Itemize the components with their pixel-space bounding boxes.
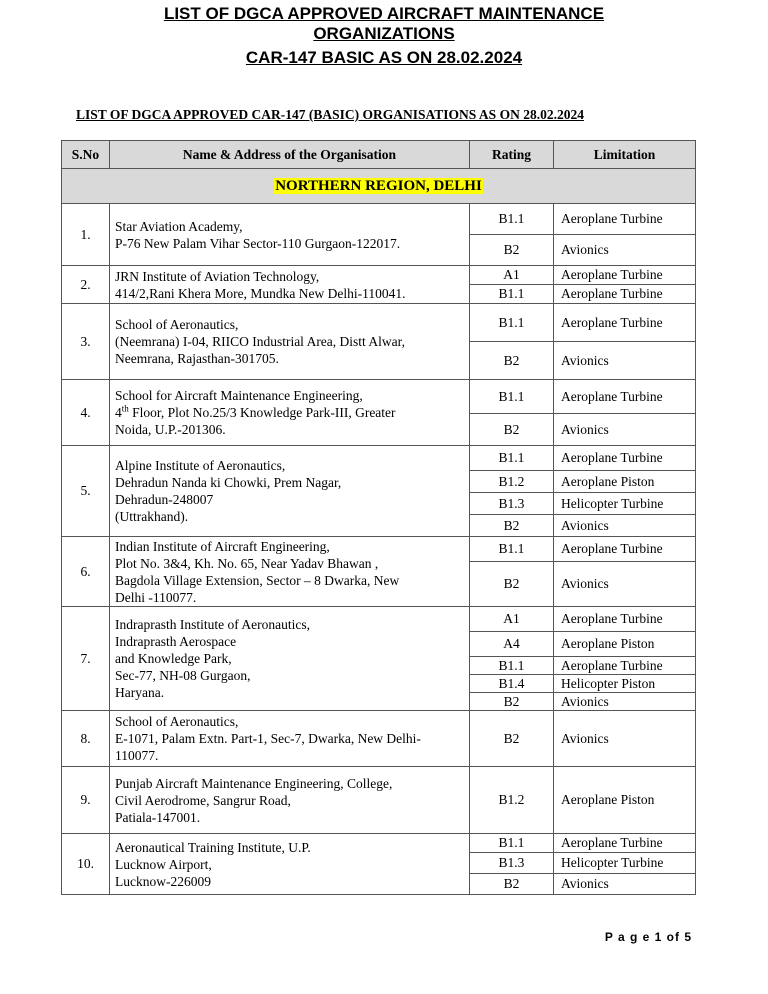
rating-cell: B2 (470, 693, 554, 711)
limitation-cell: Aeroplane Turbine (554, 304, 696, 342)
serial-number: 2. (62, 266, 110, 304)
serial-number: 8. (62, 711, 110, 767)
organisation-address: Indraprasth Institute of Aeronautics, Indraprasth Aerospace and Knowledge Park, Sec-77, NH-08 Gurgaon, Haryana. (110, 607, 470, 711)
rating-cell: A4 (470, 632, 554, 657)
address-part: School for Aircraft Maintenance Engineering, 4 (115, 388, 363, 420)
limitation-cell: Aeroplane Piston (554, 632, 696, 657)
organisation-address: Aeronautical Training Institute, U.P. Lucknow Airport, Lucknow-226009 (110, 834, 470, 895)
limitation-cell: Aeroplane Turbine (554, 834, 696, 853)
rating-cell: B2 (470, 515, 554, 537)
table-row (62, 834, 696, 853)
serial-number: 1. (62, 204, 110, 266)
serial-number: 6. (62, 537, 110, 607)
limitation-cell: Avionics (554, 342, 696, 380)
limitation-cell: Helicopter Turbine (554, 493, 696, 515)
limitation-cell: Helicopter Piston (554, 675, 696, 693)
rating-cell: B2 (470, 235, 554, 266)
serial-number: 10. (62, 834, 110, 895)
rating-cell: B2 (470, 414, 554, 446)
rating-cell: B1.1 (470, 204, 554, 235)
page-number: P a g e 1 of 5 (604, 930, 692, 944)
rating-cell: B1.1 (470, 446, 554, 471)
col-header-sno: S.No (62, 141, 110, 169)
rating-cell: B1.3 (470, 853, 554, 874)
limitation-cell: Aeroplane Turbine (554, 380, 696, 414)
limitation-cell: Avionics (554, 562, 696, 607)
limitation-cell: Aeroplane Turbine (554, 537, 696, 562)
table-row (62, 380, 696, 414)
doc-title-line3: CAR-147 BASIC AS ON 28.02.2024 (245, 48, 523, 67)
col-header-name: Name & Address of the Organisation (110, 141, 470, 169)
limitation-cell: Aeroplane Turbine (554, 285, 696, 304)
table-row (62, 767, 696, 834)
organisation-address: Punjab Aircraft Maintenance Engineering, College, Civil Aerodrome, Sangrur Road, Patiala-147001. (110, 767, 470, 834)
table-row (62, 204, 696, 235)
rating-cell: A1 (470, 266, 554, 285)
limitation-cell: Aeroplane Turbine (554, 204, 696, 235)
table-row (62, 304, 696, 342)
limitation-cell: Aeroplane Piston (554, 471, 696, 493)
rating-cell: B1.1 (470, 537, 554, 562)
organisation-address (110, 380, 470, 446)
limitation-cell: Avionics (554, 693, 696, 711)
rating-cell: B1.1 (470, 834, 554, 853)
serial-number: 3. (62, 304, 110, 380)
doc-title-line2: ORGANIZATIONS (313, 24, 455, 43)
col-header-rating: Rating (470, 141, 554, 169)
rating-cell: B1.1 (470, 657, 554, 675)
doc-subtitle: LIST OF DGCA APPROVED CAR-147 (BASIC) ORGANISATIONS AS ON 28.02.2024 (76, 107, 584, 122)
limitation-cell: Aeroplane Turbine (554, 446, 696, 471)
organisation-address: Alpine Institute of Aeronautics, Dehradun Nanda ki Chowki, Prem Nagar, Dehradun-248007 (Uttrakhand). (110, 446, 470, 537)
limitation-cell: Aeroplane Turbine (554, 657, 696, 675)
table-row (62, 711, 696, 767)
limitation-cell: Avionics (554, 874, 696, 895)
organisation-address: Indian Institute of Aircraft Engineering, Plot No. 3&4, Kh. No. 65, Near Yadav Bhawan , Bagdola Village Extension, Sector – 8 Dwarka, New Delhi -110077. (110, 537, 470, 607)
rating-cell: B1.1 (470, 285, 554, 304)
rating-cell: B2 (470, 342, 554, 380)
address-part: Floor, Plot No.25/3 Knowledge Park-III, Greater Noida, U.P.-201306. (115, 405, 396, 437)
serial-number: 9. (62, 767, 110, 834)
limitation-cell: Avionics (554, 515, 696, 537)
organisation-address: Star Aviation Academy, P-76 New Palam Vihar Sector-110 Gurgaon-122017. (110, 204, 470, 266)
rating-cell: B1.2 (470, 471, 554, 493)
rating-cell: B2 (470, 874, 554, 895)
rating-cell: B1.4 (470, 675, 554, 693)
table-row (62, 266, 696, 285)
rating-cell: B2 (470, 562, 554, 607)
organisation-address: School of Aeronautics, E-1071, Palam Extn. Part-1, Sec-7, Dwarka, New Delhi- 110077. (110, 711, 470, 767)
limitation-cell: Avionics (554, 414, 696, 446)
table-row (62, 607, 696, 632)
region-label: NORTHERN REGION, DELHI (275, 177, 482, 194)
limitation-cell: Aeroplane Turbine (554, 266, 696, 285)
table-row (62, 537, 696, 562)
limitation-cell: Helicopter Turbine (554, 853, 696, 874)
rating-cell: B1.1 (470, 380, 554, 414)
limitation-cell: Avionics (554, 711, 696, 767)
rating-cell: A1 (470, 607, 554, 632)
rating-cell: B1.2 (470, 767, 554, 834)
limitation-cell: Aeroplane Turbine (554, 607, 696, 632)
organisations-table (61, 140, 696, 895)
organisation-address: JRN Institute of Aviation Technology, 414/2,Rani Khera More, Mundka New Delhi-110041. (110, 266, 470, 304)
doc-title-line1: LIST OF DGCA APPROVED AIRCRAFT MAINTENANCE (163, 4, 605, 23)
organisation-address: School of Aeronautics, (Neemrana) I-04, RIICO Industrial Area, Distt Alwar, Neemrana, Rajasthan-301705. (110, 304, 470, 380)
region-row (62, 169, 696, 204)
serial-number: 5. (62, 446, 110, 537)
col-header-limitation: Limitation (554, 141, 696, 169)
limitation-cell: Avionics (554, 235, 696, 266)
table-row (62, 446, 696, 471)
rating-cell: B1.1 (470, 304, 554, 342)
rating-cell: B2 (470, 711, 554, 767)
serial-number: 4. (62, 380, 110, 446)
limitation-cell: Aeroplane Piston (554, 767, 696, 834)
rating-cell: B1.3 (470, 493, 554, 515)
serial-number: 7. (62, 607, 110, 711)
address-superscript: th (121, 403, 129, 414)
table-header-row (62, 141, 696, 169)
